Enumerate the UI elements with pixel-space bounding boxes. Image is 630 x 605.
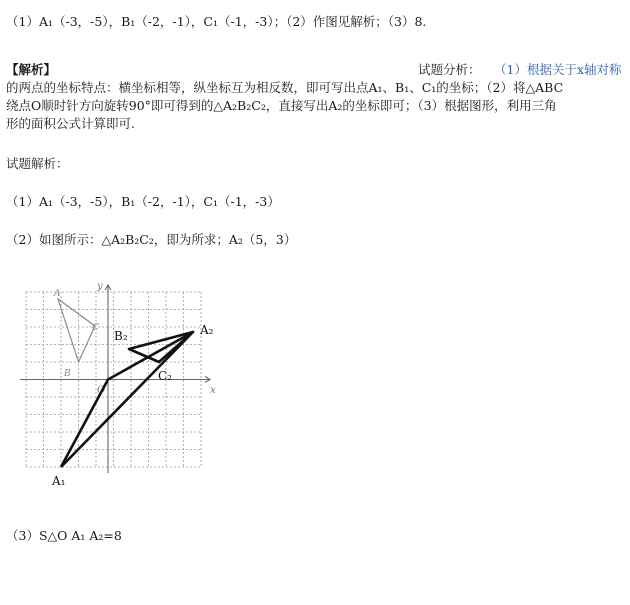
solution-label: 试题解析： (6, 156, 69, 171)
jiexi-heading: 【解析】 (6, 62, 57, 77)
triangle-abc (58, 299, 95, 362)
analysis-text-3: 绕点O顺时针方向旋转90°即可得到的△A₂B₂C₂，直接写出A₂的坐标即可；（3）根据图形，利用三角 (6, 98, 557, 113)
label-c: C (92, 323, 99, 333)
triangle-o-a1-a2 (61, 332, 193, 467)
x-axis-label: x (210, 385, 216, 396)
label-a2: A₂ (200, 323, 214, 337)
label-a: A (54, 289, 61, 299)
analysis-label: 试题分析： (418, 62, 481, 77)
answer-line: （1）A₁（-3，-5），B₁（-2，-1），C₁（-1，-3）；（2）作图见解析；（3）8. (6, 14, 427, 29)
analysis-text-1: （1）根据关于x轴对称 (494, 62, 622, 77)
solution-part-2: （2）如图所示：△A₂B₂C₂，即为所求；A₂（5，3） (6, 232, 297, 247)
label-a1: A₁ (52, 474, 66, 488)
origin-label: O (97, 385, 106, 396)
analysis-text-4: 形的面积公式计算即可. (6, 116, 135, 131)
axes (20, 285, 210, 473)
solution-part-3: （3）S△O A₁ A₂=8 (6, 528, 122, 543)
analysis-text-2: 的两点的坐标特点：横坐标相等，纵坐标互为相反数，即可写出点A₁、B₁、C₁的坐标；（2）将△ABC (6, 80, 564, 95)
label-b2: B₂ (114, 329, 128, 343)
coordinate-figure (12, 280, 232, 495)
label-c2: C₂ (158, 369, 172, 383)
label-b: B (64, 369, 71, 379)
solution-part-1: （1）A₁（-3，-5），B₁（-2，-1），C₁（-1，-3） (6, 194, 280, 209)
y-axis-label: y (97, 281, 103, 292)
